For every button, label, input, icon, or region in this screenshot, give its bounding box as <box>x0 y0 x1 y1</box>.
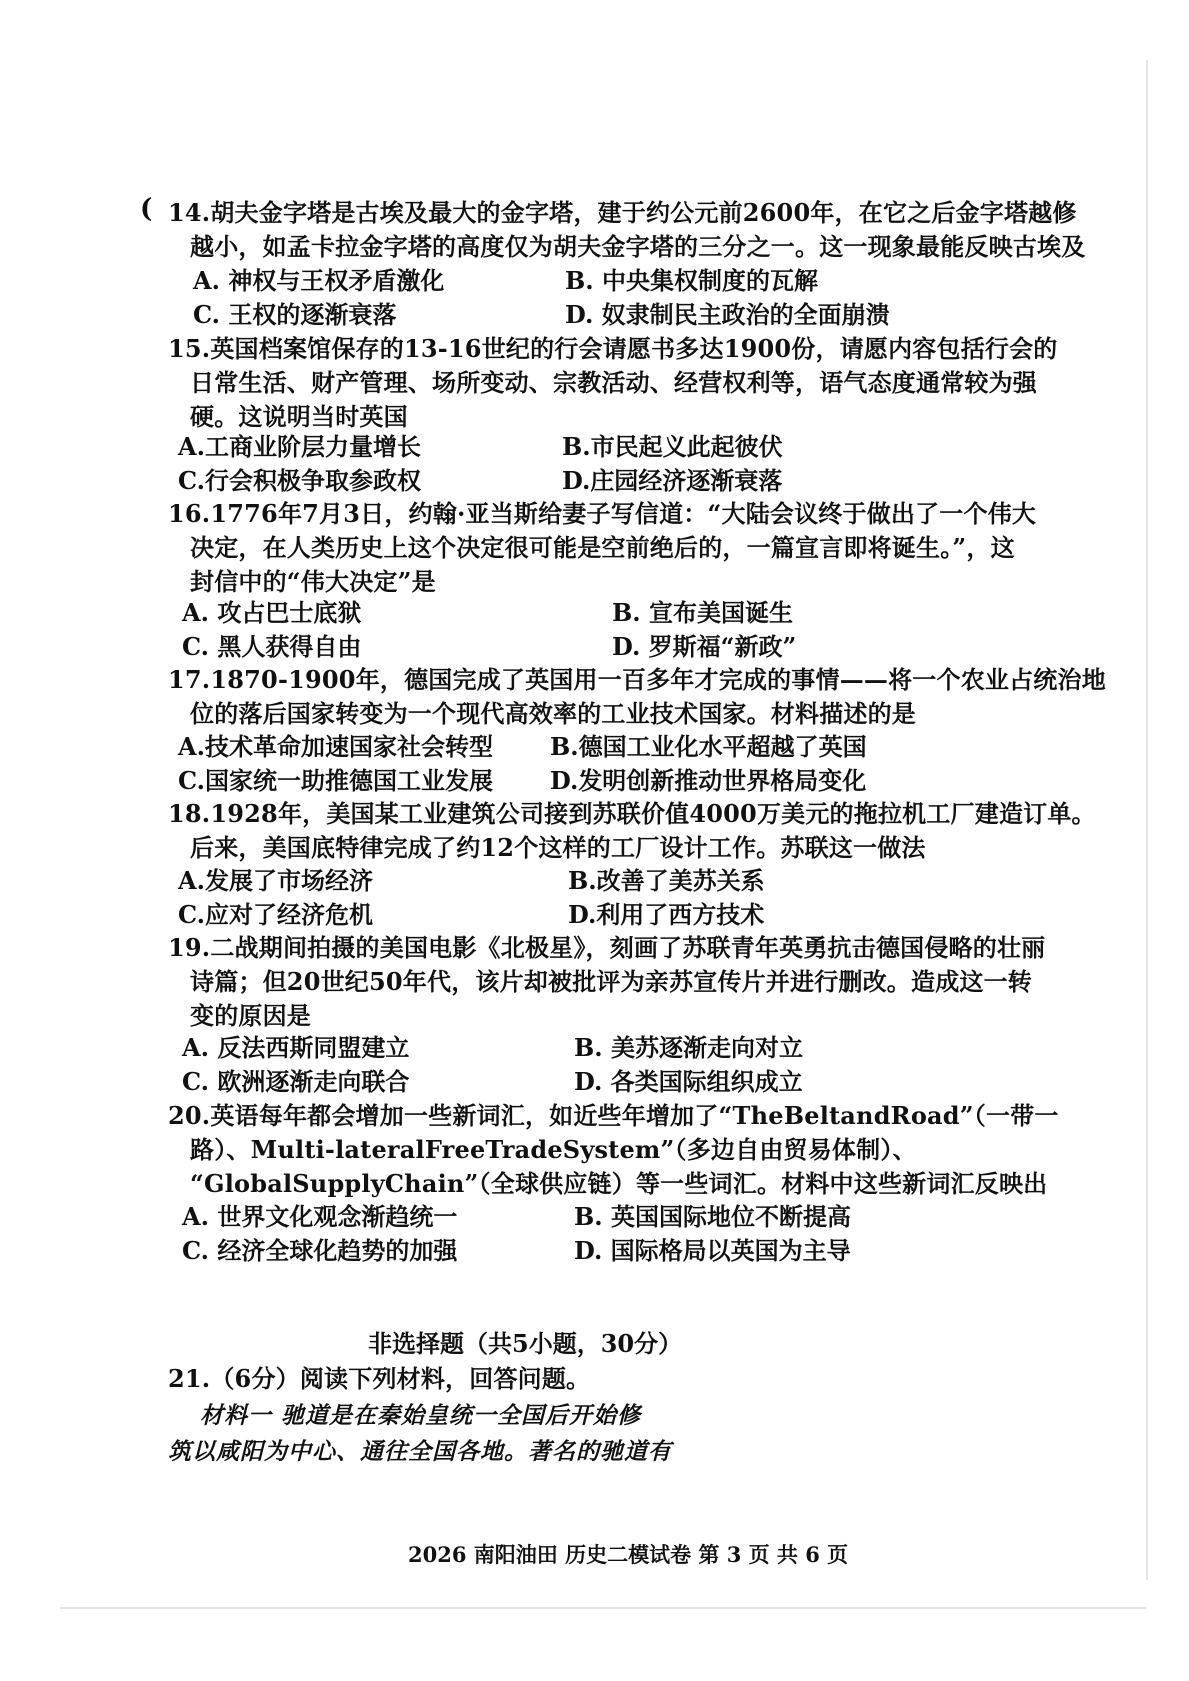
question-18-line-1: 18.1928年，美国某工业建筑公司接到苏联价值4000万美元的拖拉机工厂建造订单。 <box>168 799 1096 828</box>
question-17-option-c: C.国家统一助推德国工业发展 <box>178 766 494 795</box>
question-16-option-c: C. 黑人获得自由 <box>182 632 362 661</box>
question-15-option-c: C.行会积极争取参政权 <box>178 466 422 495</box>
question-18-line-2: 后来，美国底特律完成了约12个这样的工厂设计工作。苏联这一做法 <box>190 833 926 862</box>
question-19-line-2: 诗篇；但20世纪50年代，该片却被批评为亲苏宣传片并进行删改。造成这一转 <box>190 967 1032 996</box>
question-19-option-c: C. 欧洲逐渐走向联合 <box>182 1067 410 1096</box>
question-21-material-line-1: 材料一 驰道是在秦始皇统一全国后开始修 <box>200 1403 642 1429</box>
question-15-option-b: B.市民起义此起彼伏 <box>562 432 783 461</box>
question-16-option-d: D. 罗斯福“新政” <box>612 632 797 661</box>
question-15-stem <box>168 332 1068 434</box>
question-17-option-b: B.德国工业化水平超越了英国 <box>550 732 867 761</box>
question-18-option-b: B.改善了美苏关系 <box>568 866 765 895</box>
question-19-option-d: D. 各类国际组织成立 <box>574 1067 803 1096</box>
question-14-option-a: A. 神权与王权矛盾激化 <box>193 266 445 295</box>
question-14-line-1: 14.胡夫金字塔是古埃及最大的金字塔，建于约公元前2600年，在它之后金字塔越修 <box>168 198 1077 227</box>
section-title: 非选择题（共5小题，30分） <box>368 1329 683 1358</box>
question-14-stem <box>168 196 1086 264</box>
question-17-stem <box>168 663 1106 731</box>
question-18-option-a: A.发展了市场经济 <box>178 866 373 895</box>
question-15-line-3: 硬。这说明当时英国 <box>190 402 408 431</box>
question-16-stem <box>168 497 1068 599</box>
page-edge-bottom <box>60 1607 1146 1609</box>
question-19-line-3: 变的原因是 <box>190 1001 311 1030</box>
question-16-option-a: A. 攻占巴士底狱 <box>182 598 362 627</box>
question-18-stem <box>168 797 1096 865</box>
question-20-line-3: “GlobalSupplyChain”（全球供应链）等一些词汇。材料中这些新词汇反映出 <box>190 1169 1048 1198</box>
question-20-option-c: C. 经济全球化趋势的加强 <box>182 1236 458 1265</box>
question-14-option-c: C. 王权的逐渐衰落 <box>193 300 397 329</box>
page-edge-right <box>1146 60 1148 1580</box>
question-19-line-1: 19.二战期间拍摄的美国电影《北极星》，刻画了苏联青年英勇抗击德国侵略的壮丽 <box>168 933 1046 962</box>
question-21-stem: 21.（6分）阅读下列材料，回答问题。 <box>168 1364 591 1393</box>
question-21-material-line-2: 筑以咸阳为中心、通往全国各地。著名的驰道有 <box>168 1439 672 1465</box>
question-20-option-d: D. 国际格局以英国为主导 <box>574 1236 851 1265</box>
question-16-option-b: B. 宣布美国诞生 <box>612 598 793 627</box>
question-15-line-2: 日常生活、财产管理、场所变动、宗教活动、经营权利等，语气态度通常较为强 <box>190 368 1037 397</box>
question-20-option-a: A. 世界文化观念渐趋统一 <box>182 1202 458 1231</box>
question-17-line-1: 17.1870-1900年，德国完成了英国用一百多年才完成的事情——将一个农业占统治地 <box>168 665 1106 694</box>
question-14-line-2: 越小，如孟卡拉金字塔的高度仅为胡夫金字塔的三分之一。这一现象最能反映古埃及 <box>190 232 1086 261</box>
question-17-option-a: A.技术革命加速国家社会转型 <box>178 732 493 761</box>
question-16-line-3: 封信中的“伟大决定”是 <box>190 567 436 596</box>
question-19-option-a: A. 反法西斯同盟建立 <box>182 1033 410 1062</box>
question-18-option-c: C.应对了经济危机 <box>178 900 374 929</box>
question-17-option-d: D.发明创新推动世界格局变化 <box>550 766 867 795</box>
question-16-line-2: 决定，在人类历史上这个决定很可能是空前绝后的，一篇宣言即将诞生。”，这 <box>190 533 1015 562</box>
question-19-stem <box>168 931 1068 1033</box>
margin-mark: ( <box>140 194 153 224</box>
question-15-option-d: D.庄园经济逐渐衰落 <box>562 466 783 495</box>
page-footer: 2026 南阳油田 历史二模试卷 第 3 页 共 6 页 <box>408 1542 849 1567</box>
question-17-line-2: 位的落后国家转变为一个现代高效率的工业技术国家。材料描述的是 <box>190 699 916 728</box>
question-15-line-1: 15.英国档案馆保存的13-16世纪的行会请愿书多达1900份，请愿内容包括行会的 <box>168 334 1058 363</box>
question-19-option-b: B. 美苏逐渐走向对立 <box>574 1033 803 1062</box>
question-14-option-d: D. 奴隶制民主政治的全面崩溃 <box>565 300 890 329</box>
question-20-stem <box>168 1099 1068 1201</box>
question-16-line-1: 16.1776年7月3日，约翰·亚当斯给妻子写信道：“大陆会议终于做出了一个伟大 <box>168 499 1037 528</box>
question-20-line-2: 路）、Multi-lateralFreeTradeSystem”（多边自由贸易体制）、 <box>190 1135 917 1164</box>
question-20-option-b: B. 英国国际地位不断提高 <box>574 1202 851 1231</box>
question-20-line-1: 20.英语每年都会增加一些新词汇，如近些年增加了“TheBeltandRoad”（一带一 <box>168 1101 1059 1130</box>
question-15-option-a: A.工商业阶层力量增长 <box>178 432 421 461</box>
question-14-option-b: B. 中央集权制度的瓦解 <box>565 266 818 295</box>
question-18-option-d: D.利用了西方技术 <box>568 900 765 929</box>
